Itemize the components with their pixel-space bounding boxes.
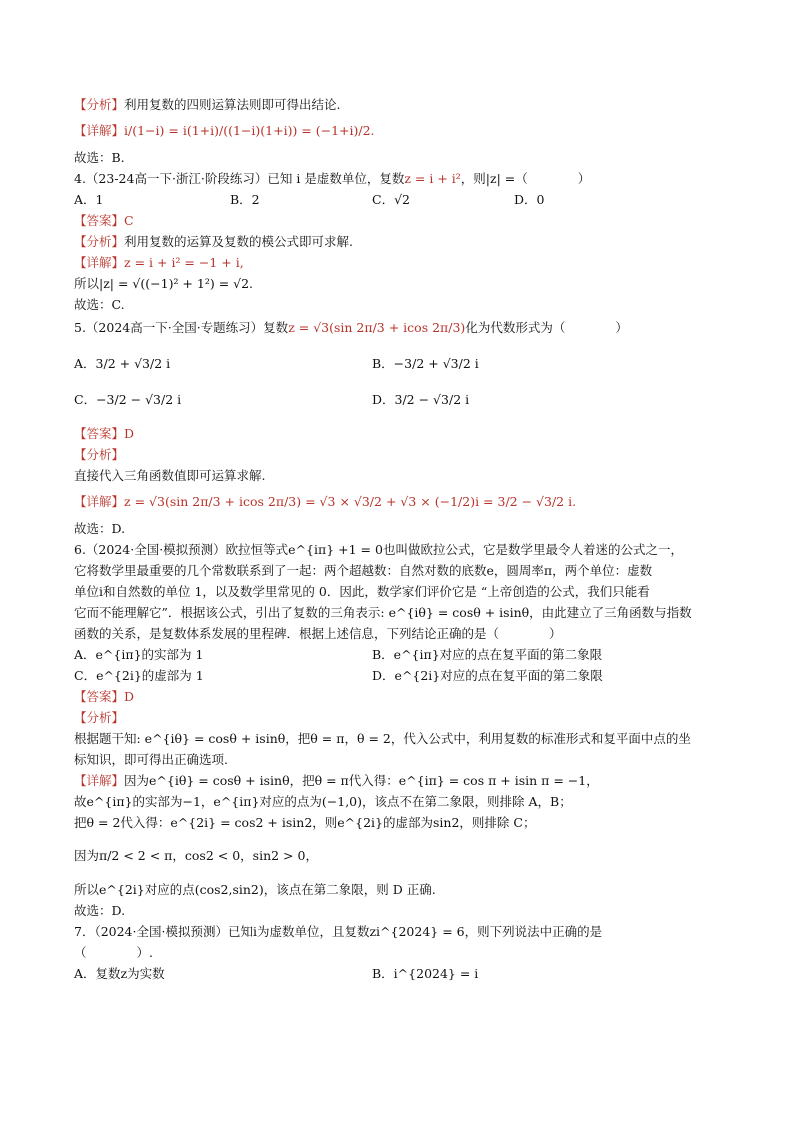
q6-option-a: A．e^{iπ}的实部为 1 — [74, 647, 204, 662]
answer-tag: 【答案】 — [74, 213, 125, 228]
detail-text: 因为e^{iθ} = cosθ + isinθ，把θ = π代入得：e^{iπ} = cos π + isin π = −1， — [124, 773, 599, 788]
analysis-tag: 【分析】 — [74, 710, 125, 725]
q5-choice: 故选：D. — [74, 521, 126, 536]
q5-analysis: 直接代入三角函数值即可运算求解. — [74, 468, 266, 483]
q5-detail — [74, 486, 734, 518]
q5-stem-text: 5.（2024高一下·全国·专题练习）复数 — [74, 320, 289, 335]
analysis-text: 利用复数的运算及复数的模公式即可求解. — [124, 234, 353, 249]
q4-options — [74, 189, 734, 210]
q4-option-b: B．2 — [230, 192, 260, 207]
detail-formula: z = √3(sin 2π/3 + icos 2π/3) = √3 × √3/2 + √3 × (−1/2)i = 3/2 − √3/2 i. — [124, 494, 577, 509]
document-page — [74, 94, 734, 984]
q6-stem-1: 6.（2024·全国·模拟预测）欧拉恒等式e^{iπ} +1 = 0也叫做欧拉公式，它是数学里最令人着迷的公式之一， — [74, 542, 683, 557]
q6-option-c: C．e^{2i}的虚部为 1 — [74, 668, 204, 683]
q3-choice: 故选：B. — [74, 150, 125, 165]
analysis-tag: 【分析】 — [74, 97, 125, 112]
q5-stem — [74, 315, 734, 341]
q5-answer — [74, 423, 734, 444]
q5-options-row-1 — [74, 351, 734, 377]
q5-option-d: D．3/2 − √3/2 i — [372, 392, 470, 407]
detail-tag: 【详解】 — [74, 773, 125, 788]
q6-detail-1 — [74, 770, 734, 791]
q4-answer — [74, 210, 734, 231]
q5-stem-suffix: 化为代数形式为（ ） — [465, 320, 628, 335]
q6-analysis-tag — [74, 707, 734, 728]
q6-choice: 故选：D. — [74, 903, 126, 918]
q7-stem-1: 7．（2024·全国·模拟预测）已知i为虚数单位，且复数zi^{2024} = 6，则下列说法中正确的是 — [74, 924, 603, 939]
q6-stem-5: 函数的关系，是复数体系发展的里程碑．根据上述信息，下列结论正确的是（ ） — [74, 626, 562, 641]
q6-stem-2: 它将数学里最重要的几个常数联系到了一起：两个超越数：自然对数的底数e，圆周率π，两个单位：虚数 — [74, 563, 653, 578]
answer-value: C — [124, 213, 134, 228]
answer-tag: 【答案】 — [74, 689, 125, 704]
q5-option-c: C．−3/2 − √3/2 i — [74, 392, 182, 407]
q5-analysis-tag — [74, 444, 734, 465]
q6-detail-5: 所以e^{2i}对应的点(cos2,sin2)，该点在第二象限，则 D 正确. — [74, 882, 436, 897]
q6-option-d: D．e^{2i}对应的点在复平面的第二象限 — [372, 668, 603, 683]
q4-detail-2: 所以|z| = √((−1)² + 1²) = √2. — [74, 276, 254, 291]
q4-analysis — [74, 231, 734, 252]
q3-detail — [74, 115, 734, 147]
q6-analysis-2: 标知识，即可得出正确选项. — [74, 752, 228, 767]
detail-formula: z = i + i² = −1 + i, — [124, 255, 244, 270]
q4-option-a: A．1 — [74, 192, 104, 207]
q7-option-a: A．复数z为实数 — [74, 966, 165, 981]
q5-options-row-2 — [74, 387, 734, 413]
analysis-tag: 【分析】 — [74, 447, 125, 462]
q6-stem-3: 单位i和自然数的单位 1，以及数学里常见的 0．因此，数学家们评价它是 “上帝创造的公式，我们只能看 — [74, 584, 650, 599]
q4-stem-formula: z = i + i² — [404, 171, 461, 186]
q6-detail-3: 把θ = 2代入得：e^{2i} = cos2 + isin2，则e^{2i}的虚部为sin2，则排除 C； — [74, 815, 536, 830]
q4-stem-text: 4.（23-24高一下·浙江·阶段练习）已知 i 是虚数单位，复数 — [74, 171, 405, 186]
q6-detail-4: 因为π/2 < 2 < π，cos2 < 0，sin2 > 0， — [74, 848, 318, 863]
q7-option-b: B．i^{2024} = i — [372, 966, 479, 981]
q4-option-d: D．0 — [514, 192, 545, 207]
answer-tag: 【答案】 — [74, 426, 125, 441]
detail-tag: 【详解】 — [74, 123, 125, 138]
analysis-tag: 【分析】 — [74, 234, 125, 249]
q5-stem-formula: z = √3(sin 2π/3 + icos 2π/3) — [288, 320, 466, 335]
q6-detail-2: 故e^{iπ}的实部为−1，e^{iπ}对应的点为(−1,0)，该点不在第二象限，则排除 A，B； — [74, 794, 572, 809]
q6-answer — [74, 686, 734, 707]
q4-stem — [74, 168, 734, 189]
q4-option-c: C．√2 — [372, 192, 410, 207]
q4-choice: 故选：C. — [74, 297, 125, 312]
q7-stem-2: （ ）. — [74, 945, 153, 960]
q6-options-row-2 — [74, 665, 734, 686]
q6-stem-4: 它而不能理解它”．根据该公式，引出了复数的三角表示: e^{iθ} = cosθ + isinθ，由此建立了三角函数与指数 — [74, 605, 692, 620]
q4-detail — [74, 252, 734, 273]
q4-stem-suffix: ，则|z| =（ ） — [460, 171, 591, 186]
detail-tag: 【详解】 — [74, 494, 125, 509]
q6-option-b: B．e^{iπ}对应的点在复平面的第二象限 — [372, 647, 603, 662]
analysis-text: 利用复数的四则运算法则即可得出结论. — [124, 97, 341, 112]
q6-options-row-1 — [74, 644, 734, 665]
q6-analysis-1: 根据题干知: e^{iθ} = cosθ + isinθ，把θ = π，θ = 2，代入公式中，利用复数的标准形式和复平面中点的坐 — [74, 731, 691, 746]
q3-analysis — [74, 94, 734, 115]
q5-option-a: A．3/2 + √3/2 i — [74, 356, 171, 371]
answer-value: D — [124, 689, 135, 704]
q5-option-b: B．−3/2 + √3/2 i — [372, 356, 479, 371]
answer-value: D — [124, 426, 135, 441]
q7-options-row-1 — [74, 963, 734, 984]
detail-formula: i/(1−i) = i(1+i)/((1−i)(1+i)) = (−1+i)/2. — [124, 123, 375, 138]
detail-tag: 【详解】 — [74, 255, 125, 270]
